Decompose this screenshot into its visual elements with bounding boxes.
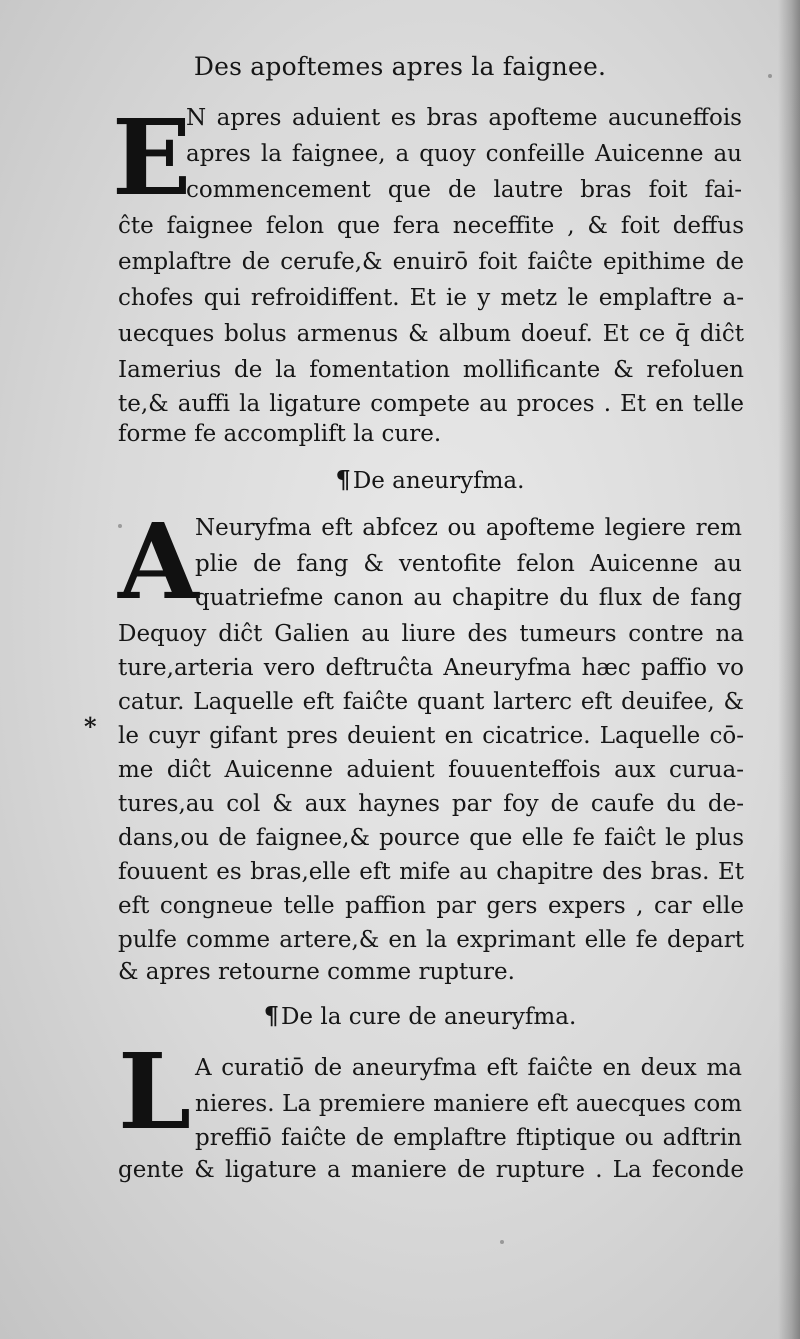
text-line: le cuyr gifant pres deuient en cicatrice. Laquelle cō- (118, 723, 744, 749)
text-line: commencement que de lautre bras foit fai- (186, 177, 742, 203)
text-line: dans,ou de faignee,& pource que elle fe faiĉt le plus (118, 825, 744, 851)
text-line: gente & ligature a maniere de rupture . La feconde (118, 1157, 744, 1183)
drop-cap-e: E (112, 96, 192, 219)
text-line: preffiō faiĉte de emplaftre ftiptique ou adftrin (195, 1125, 742, 1151)
paper-speck (500, 1240, 504, 1244)
section-heading (30, 466, 800, 495)
text-line: quatriefme canon au chapitre du flux de fang (195, 585, 742, 611)
text-line: nieres. La premiere maniere eft auecques com (195, 1091, 742, 1117)
text-line: plie de fang & ventofite felon Auicenne au (195, 551, 742, 577)
text-line: fouuent es bras,elle eft mife au chapitre des bras. Et (118, 859, 744, 885)
text-line: eft congneue telle paffion par gers expers , car elle (118, 893, 744, 919)
drop-cap-l: L (118, 1030, 192, 1153)
text-line: pulfe comme artere,& en la exprimant elle fe depart (118, 927, 744, 953)
text-line: apres la faignee, a quoy confeille Auicenne au (186, 141, 742, 167)
text-line: te,& auffi la ligature compete au proces . Et en telle (118, 391, 744, 417)
text-line: ture,arteria vero deftruĉta Aneuryfma hæc paffio vo (118, 655, 744, 681)
text-line: & apres retourne comme rupture. (118, 959, 515, 985)
paragraph-mark-icon: ¶ (263, 1001, 279, 1030)
running-head: Des apoftemes apres la faignee. (193, 52, 607, 81)
paragraph-mark-icon: ¶ (335, 465, 351, 494)
text-line: tures,au col & aux haynes par foy de caufe du de- (118, 791, 744, 817)
text-line: uecques bolus armenus & album doeuf. Et ce q̄ diĉt (118, 321, 744, 347)
text-line: catur. Laquelle eft faiĉte quant larterc eft deuifee, & (118, 689, 744, 715)
paper-speck (768, 74, 772, 78)
drop-cap-a: A (118, 500, 199, 623)
text-line: A curatiō de aneuryfma eft faiĉte en deux ma (195, 1055, 742, 1081)
text-line: Neuryfma eft abfcez ou apofteme legiere rem (195, 515, 742, 541)
heading-text: De la cure de aneuryfma. (280, 1004, 577, 1030)
text-line: chofes qui refroidiffent. Et ie y metz le emplaftre a- (118, 285, 744, 311)
text-line: me diĉt Auicenne aduient fouuenteffois aux curua- (118, 757, 744, 783)
text-line: Iamerius de la fomentation mollificante & refoluen (118, 357, 744, 383)
text-line: Dequoy diĉt Galien au liure des tumeurs contre na (118, 621, 744, 647)
section-heading (20, 1002, 800, 1031)
marginal-asterisk-icon: * (84, 712, 97, 741)
text-line: N apres aduient es bras apofteme aucuneffois (186, 105, 742, 131)
text-line: ĉte faignee felon que fera neceffite , & foit deffus (118, 213, 744, 239)
text-line: emplaftre de cerufe,& enuirō foit faiĉte epithime de (118, 249, 744, 275)
heading-text: De aneuryfma. (352, 468, 525, 494)
binding-shadow (778, 0, 800, 1339)
paper-speck (118, 524, 122, 528)
text-line: forme fe accomplift la cure. (118, 421, 442, 447)
